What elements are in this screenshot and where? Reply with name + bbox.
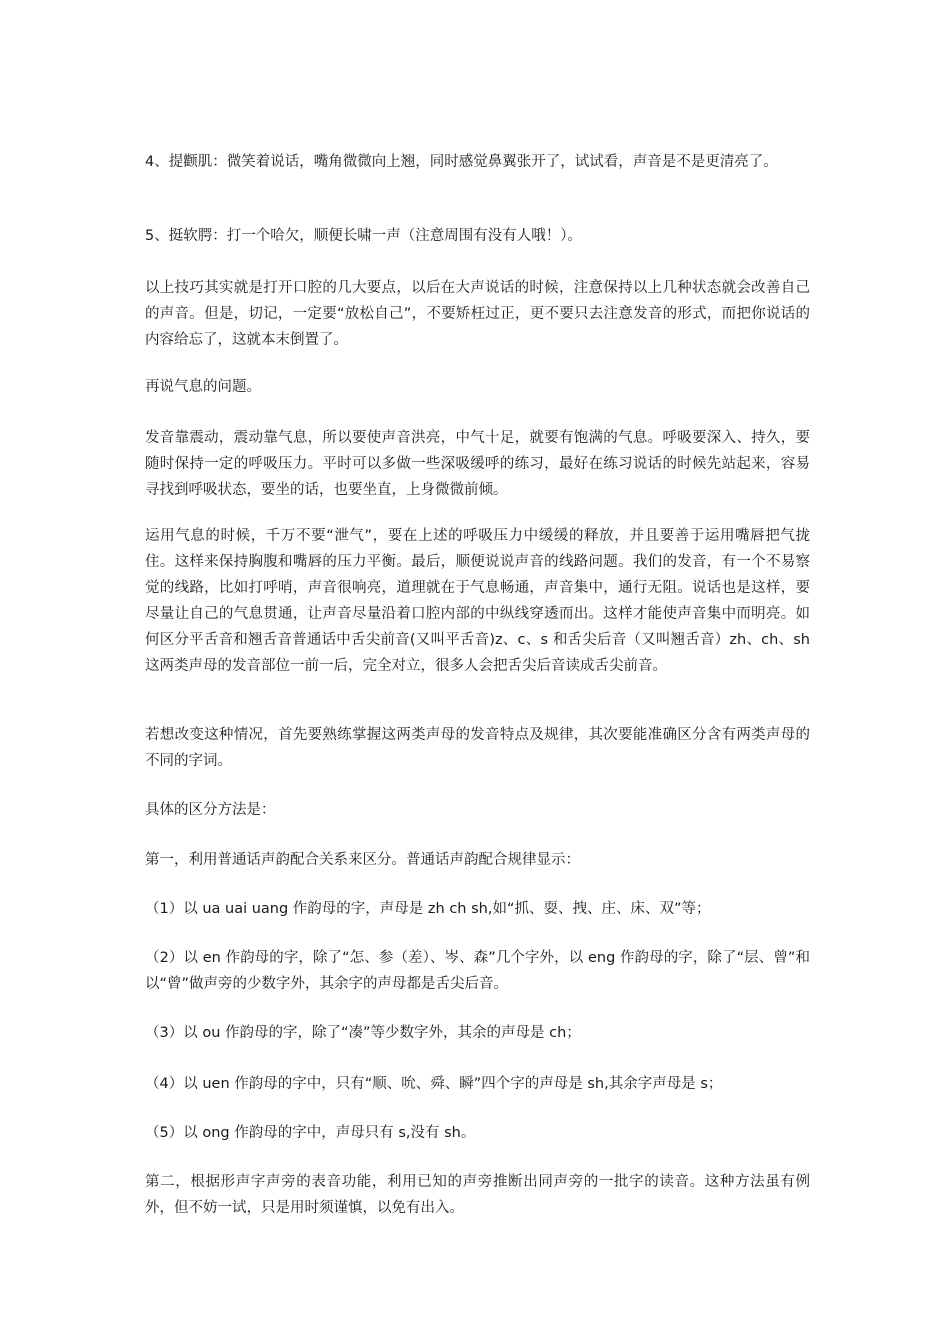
paragraph-tip-5: 5、挺软腭：打一个哈欠，顺便长啸一声（注意周围有没有人哦！）。 — [145, 228, 582, 244]
paragraph-method-2: 第二，根据形声字声旁的表音功能，利用已知的声旁推断出同声旁的一批字的读音。这种方法虽有例外，但不妨一试，只是用时须谨慎，以免有出入。 — [145, 1174, 810, 1216]
paragraph-tip-4: 4、提颧肌：微笑着说话，嘴角微微向上翘，同时感觉鼻翼张开了，试试看，声音是不是更清亮了。 — [145, 154, 778, 170]
paragraph-breath-heading: 再说气息的问题。 — [145, 379, 261, 395]
list-item-rule-4: （4）以 uen 作韵母的字中，只有“顺、吮、舜、瞬”四个字的声母是 sh,其余字声母是 s； — [145, 1076, 723, 1092]
list-item-rule-5: （5）以 ong 作韵母的字中，声母只有 s,没有 sh。 — [145, 1125, 476, 1141]
paragraph-methods-heading: 具体的区分方法是： — [145, 802, 276, 818]
list-item-rule-1: （1）以 ua uai uang 作韵母的字，声母是 zh ch sh,如“抓、耍、拽、庄、床、双”等； — [145, 901, 711, 917]
list-item-rule-3: （3）以 ou 作韵母的字，除了“凑”等少数字外，其余的声母是 ch； — [145, 1025, 581, 1041]
paragraph-breath-usage: 运用气息的时候，千万不要“泄气”，要在上述的呼吸压力中缓缓的释放，并且要善于运用嘴唇把气拢住。这样来保持胸腹和嘴唇的压力平衡。最后，顺便说说声音的线路问题。我们的发音，有一个不易察觉的线路，比如打呼哨，声音很响亮，道理就在于气息畅通，声音集中，通行无阻。说话也是这样，要尽量让自己的气息贯通，让声音尽量沿着口腔内部的中纵线穿透而出。这样才能使声音集中而明亮。如何区分平舌音和翘舌音普通话中舌尖前音(又叫平舌音)z、c、s 和舌尖后音（又叫翘舌音）zh、ch、sh 这两类声母的发音部位一前一后，完全对立，很多人会把舌尖后音读成舌尖前音。 — [145, 528, 815, 674]
list-item-rule-2: （2）以 en 作韵母的字，除了“怎、参（差）、岑、森”几个字外，以 eng 作韵母的字，除了“层、曾”和以“曾”做声旁的少数字外，其余字的声母都是舌尖后音。 — [145, 950, 810, 992]
paragraph-method-1: 第一，利用普通话声韵配合关系来区分。普通话声韵配合规律显示： — [145, 852, 580, 868]
paragraph-breath-intro: 发音靠震动，震动靠气息，所以要使声音洪亮，中气十足，就要有饱满的气息。呼吸要深入、持久，要随时保持一定的呼吸压力。平时可以多做一些深吸缓呼的练习，最好在练习说话的时候先站起来，容易寻找到呼吸状态，要坐的话，也要坐直，上身微微前倾。 — [145, 430, 810, 498]
paragraph-summary: 以上技巧其实就是打开口腔的几大要点，以后在大声说话的时候，注意保持以上几种状态就会改善自己的声音。但是，切记，一定要“放松自己”，不要矫枉过正，更不要只去注意发音的形式，而把你说话的内容给忘了，这就本末倒置了。 — [145, 280, 810, 348]
paragraph-change: 若想改变这种情况，首先要熟练掌握这两类声母的发音特点及规律，其次要能准确区分含有两类声母的不同的字词。 — [145, 727, 810, 769]
